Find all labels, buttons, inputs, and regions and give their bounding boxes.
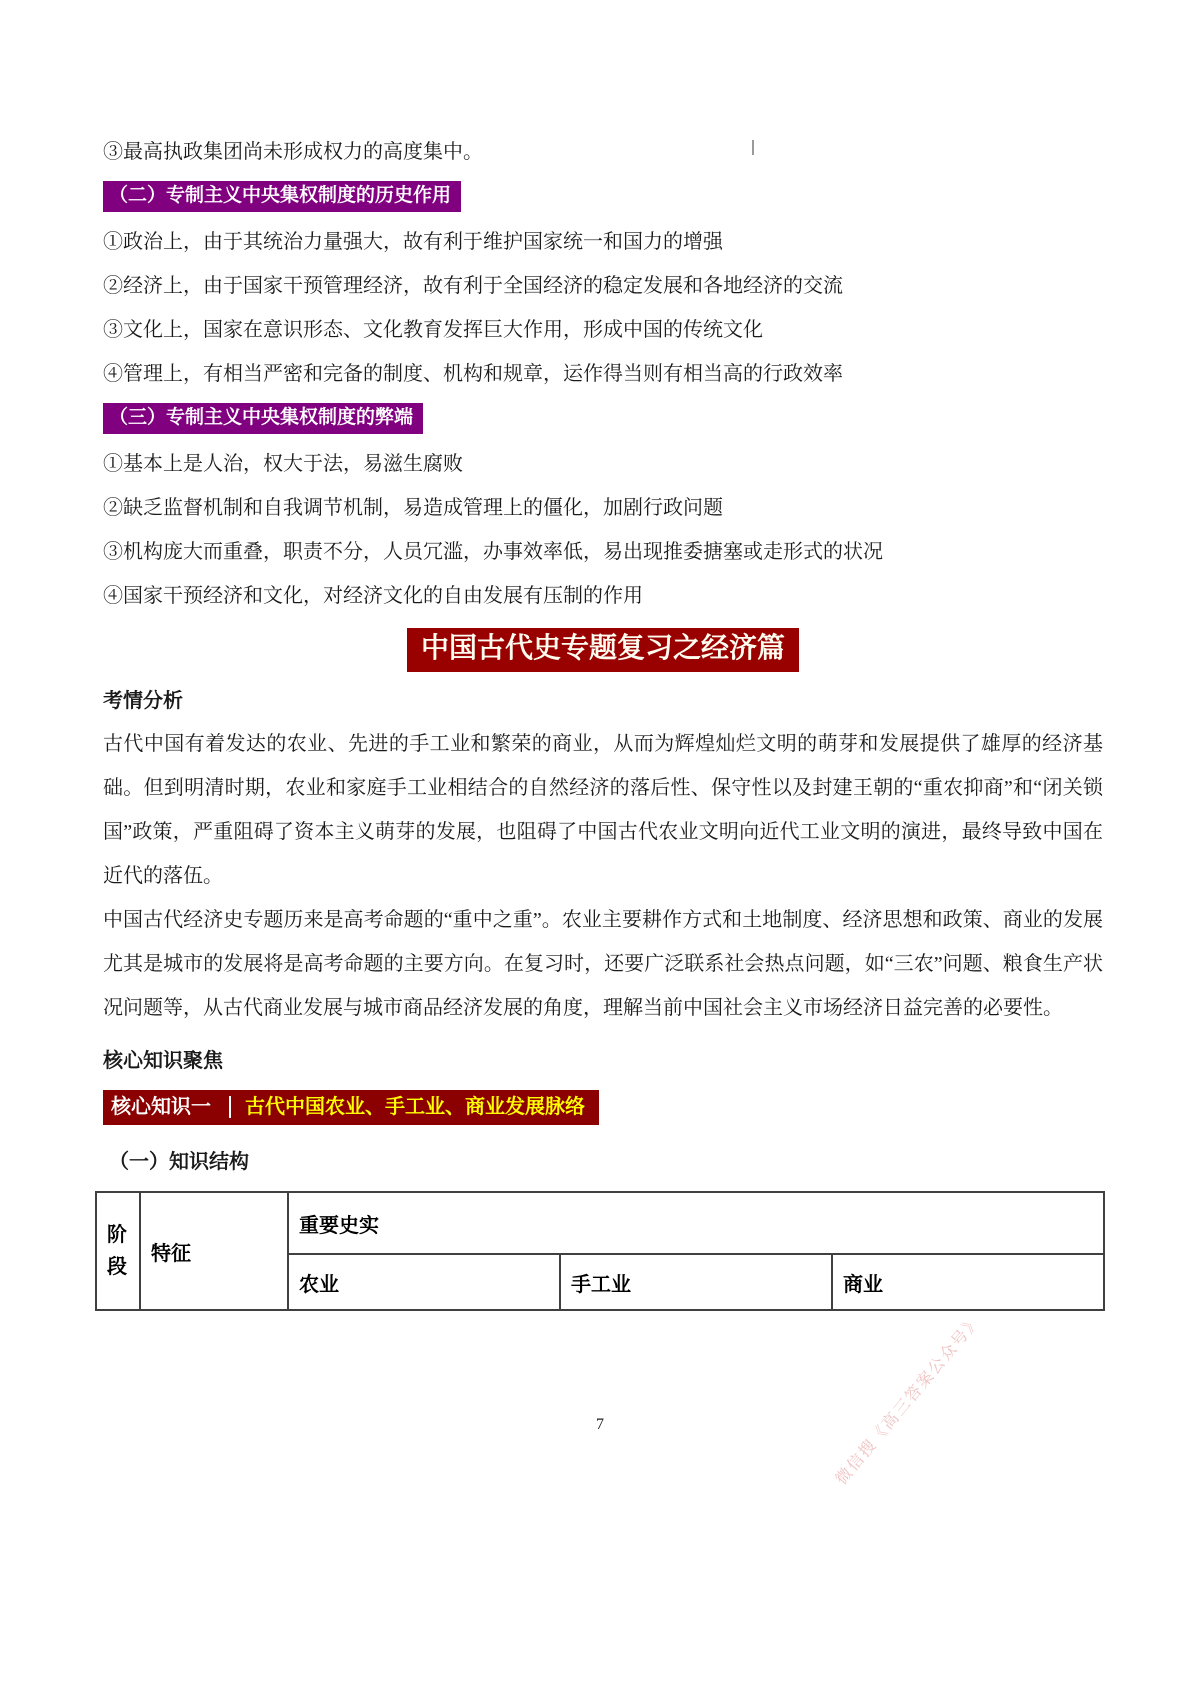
table-header-commerce: 商业 xyxy=(832,1254,1104,1310)
section-heading-3: （三）专制主义中央集权制度的弊端 xyxy=(103,403,423,434)
core-focus-heading: 核心知识聚焦 xyxy=(103,1050,223,1072)
structure-heading: （一）知识结构 xyxy=(109,1151,249,1173)
section3-items xyxy=(103,442,1103,618)
list-item: ①政治上，由于其统治力量强大，故有利于维护国家统一和国力的增强 xyxy=(103,231,723,253)
page-number: 7 xyxy=(596,1416,604,1433)
table-header-handicraft: 手工业 xyxy=(560,1254,832,1310)
main-title-row xyxy=(103,628,1103,672)
banner-title: 古代中国农业、手工业、商业发展脉络 xyxy=(245,1096,585,1118)
table-header-facts: 重要史实 xyxy=(288,1192,1104,1254)
table-header-agriculture: 农业 xyxy=(288,1254,560,1310)
list-item: ②经济上，由于国家干预管理经济，故有利于全国经济的稳定发展和各地经济的交流 xyxy=(103,275,843,297)
knowledge-structure-table xyxy=(95,1191,1105,1311)
table-row xyxy=(96,1192,1104,1254)
list-item: ③机构庞大而重叠，职责不分，人员冗滥，办事效率低，易出现推委搪塞或走形式的状况 xyxy=(103,541,883,563)
lead-line: ③最高执政集团尚未形成权力的高度集中。 xyxy=(103,141,483,163)
banner-divider xyxy=(229,1096,231,1118)
watermark: 微信搜《高三答案公众号》 xyxy=(833,1311,985,1489)
list-item: ②缺乏监督机制和自我调节机制，易造成管理上的僵化，加剧行政问题 xyxy=(103,497,723,519)
section2-items xyxy=(103,220,1103,396)
banner-label: 核心知识一 xyxy=(111,1096,211,1118)
document-content xyxy=(103,130,1103,1311)
analysis-paragraph: 古代中国有着发达的农业、先进的手工业和繁荣的商业，从而为辉煌灿烂文明的萌芽和发展提供了雄厚的经济基础。但到明清时期，农业和家庭手工业相结合的自然经济的落后性、保守性以及封建王朝的“重农抑商”和“闭关锁国”政策，严重阻碍了资本主义萌芽的发展，也阻碍了中国古代农业文明向近代工业文明的演进，最终导致中国在近代的落伍。 xyxy=(103,733,1103,887)
analysis-heading: 考情分析 xyxy=(103,690,183,712)
analysis-paragraph: 中国古代经济史专题历来是高考命题的“重中之重”。农业主要耕作方式和土地制度、经济思想和政策、商业的发展尤其是城市的发展将是高考命题的主要方向。在复习时，还要广泛联系社会热点问题，如“三农”问题、粮食生产状况问题等，从古代商业发展与城市商品经济发展的角度，理解当前中国社会主义市场经济日益完善的必要性。 xyxy=(103,909,1103,1019)
list-item: ④国家干预经济和文化，对经济文化的自由发展有压制的作用 xyxy=(103,585,643,607)
section-heading-2: （二）专制主义中央集权制度的历史作用 xyxy=(103,181,461,212)
main-title: 中国古代史专题复习之经济篇 xyxy=(407,628,799,672)
list-item: ④管理上，有相当严密和完备的制度、机构和规章，运作得当则有相当高的行政效率 xyxy=(103,363,843,385)
table-header-feature: 特征 xyxy=(140,1192,288,1310)
list-item: ③文化上，国家在意识形态、文化教育发挥巨大作用，形成中国的传统文化 xyxy=(103,319,763,341)
core-knowledge-banner xyxy=(103,1090,599,1125)
table-header-stage: 阶段 xyxy=(96,1192,140,1310)
list-item: ①基本上是人治，权大于法，易滋生腐败 xyxy=(103,453,463,475)
